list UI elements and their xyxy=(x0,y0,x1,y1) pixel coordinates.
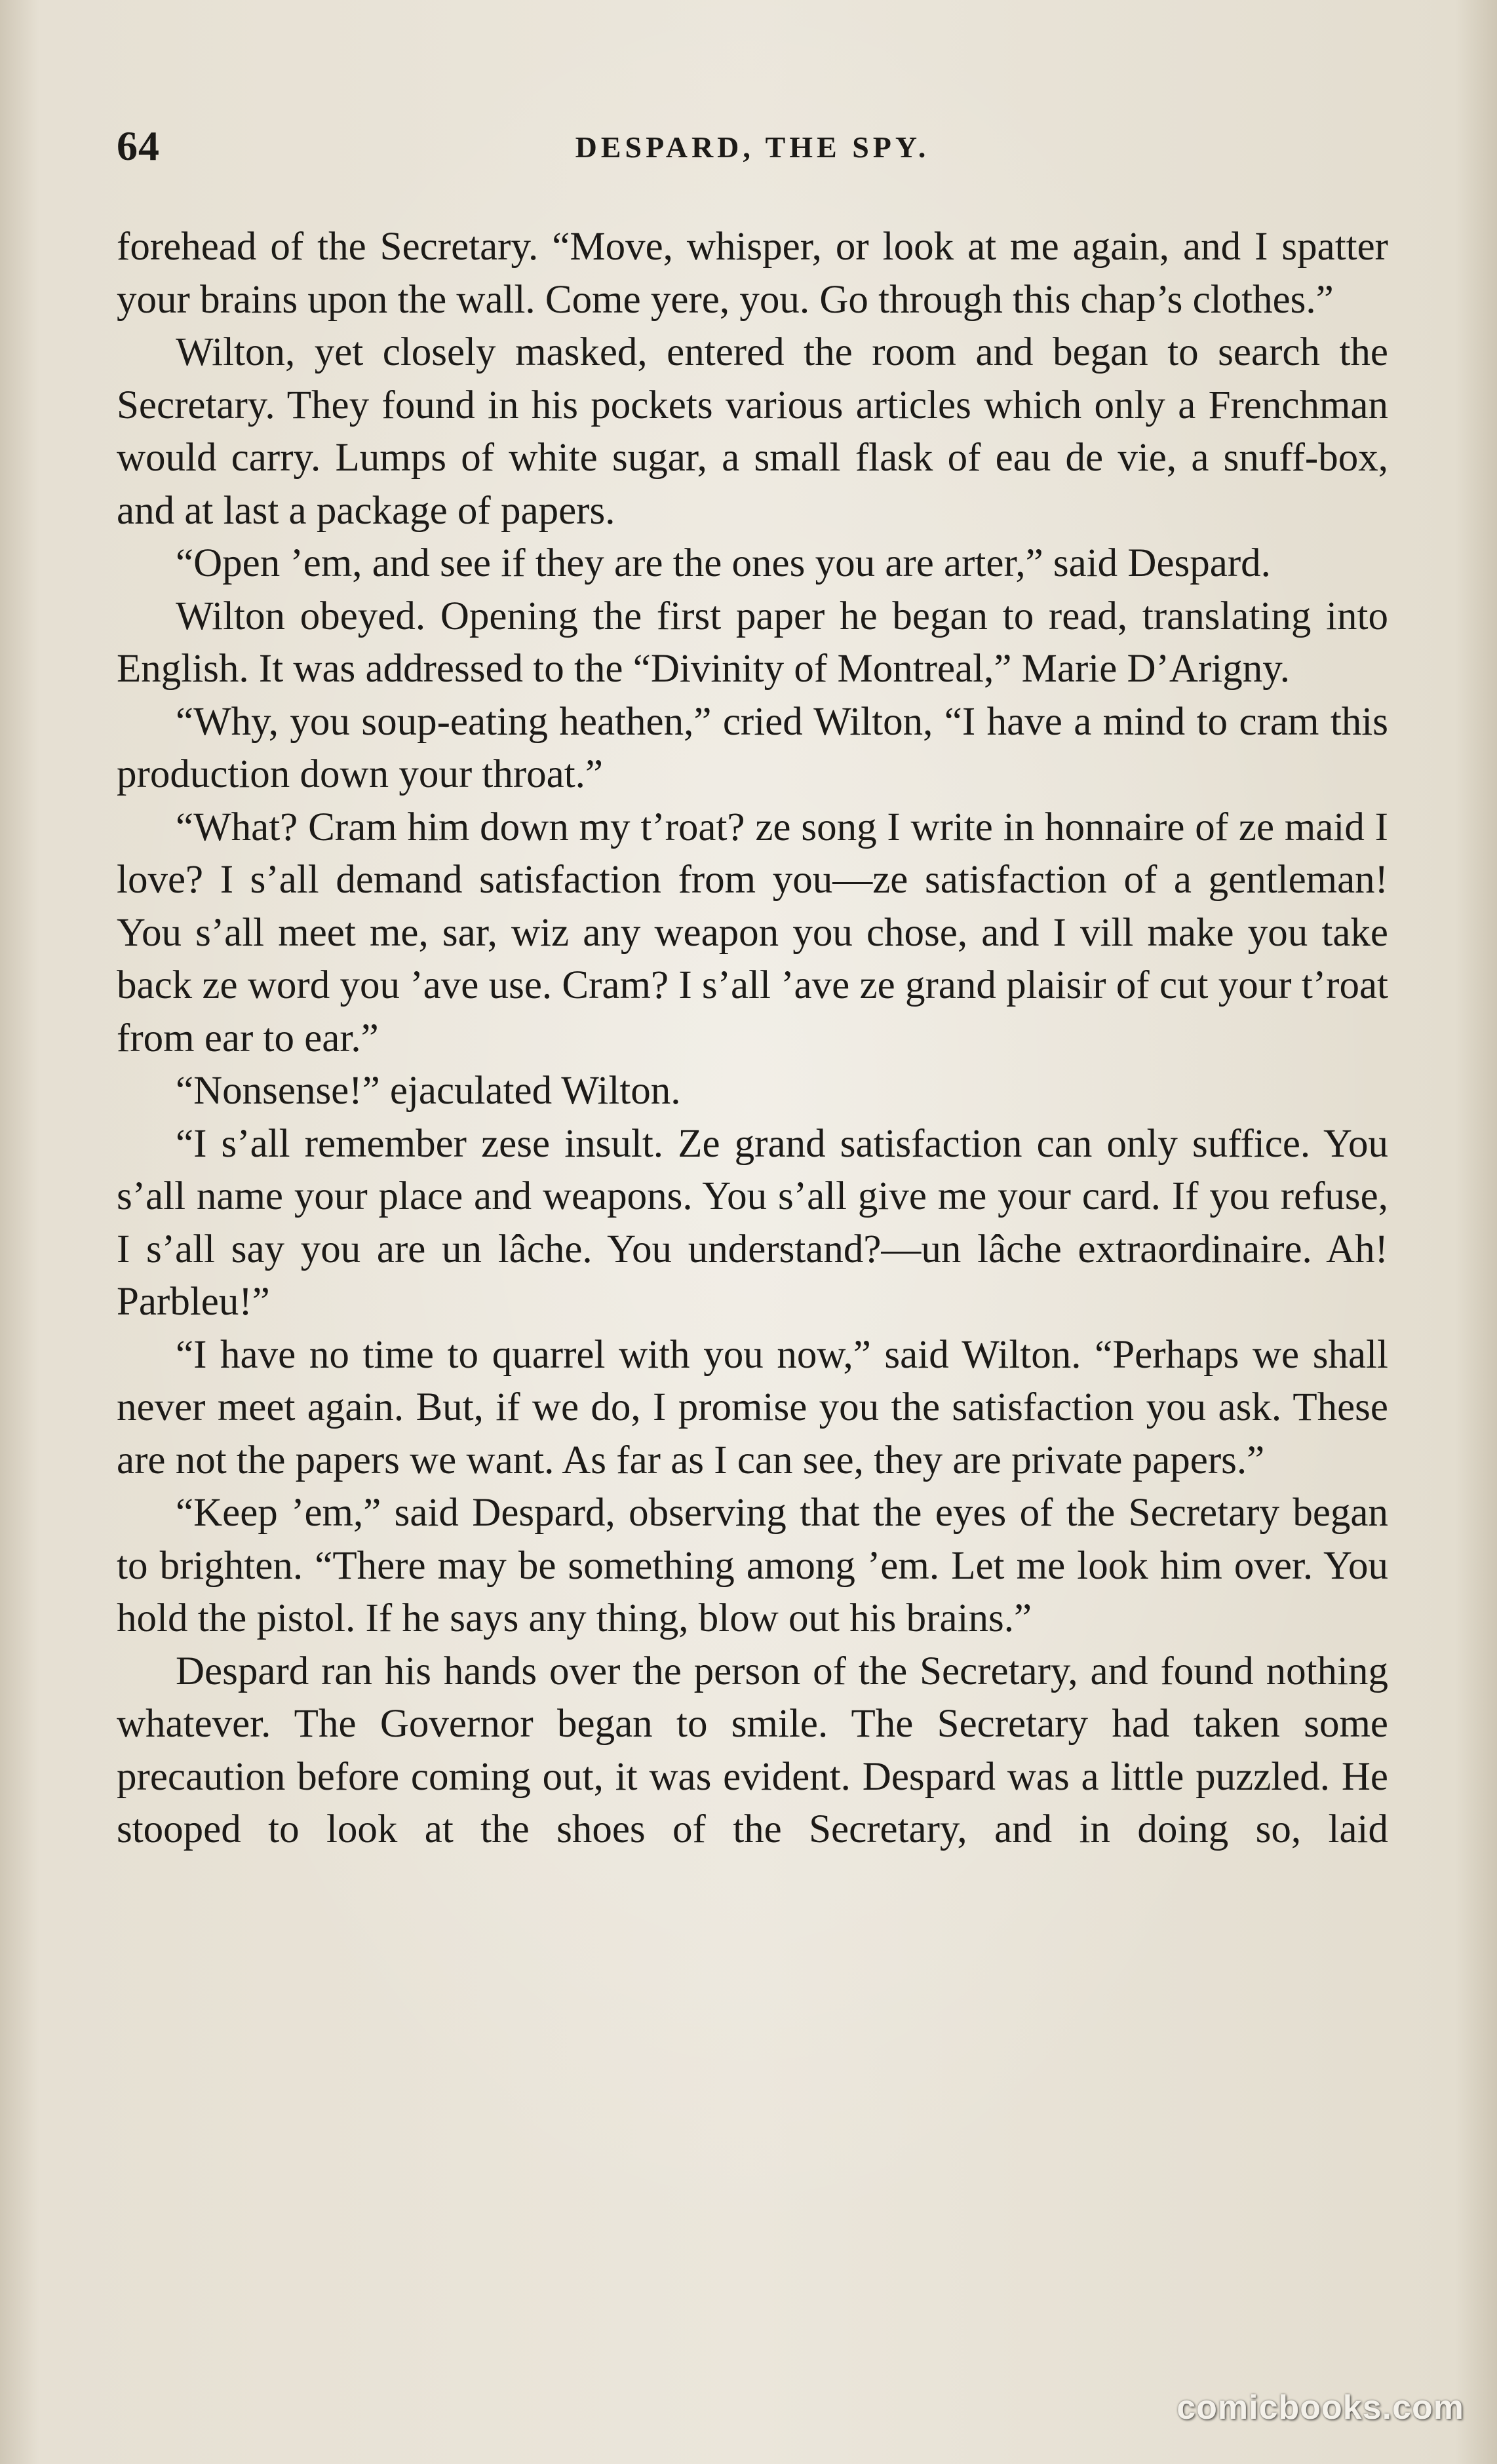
page-number: 64 xyxy=(117,123,160,169)
running-head xyxy=(117,122,1388,174)
paragraph: Wilton, yet closely masked, entered the room and began to search the Secretary. They found in his pockets various articles which only a Frenchman would carry. Lumps of white sugar, a small flask of eau de vie, a snuff-box, and at last a package of papers. xyxy=(117,330,1388,533)
paragraph: “Why, you soup-eating heathen,” cried Wilton, “I have a mind to cram this production down your throat.” xyxy=(117,699,1388,796)
paragraph: “What? Cram him down my t’roat? ze song I write in honnaire of ze maid I love? I s’all demand satisfaction from you—ze satisfaction of a gentleman! You s’all meet me, sar, wiz any weapon you chose, and I vill make you take back ze word you ’ave use. Cram? I s’all ’ave ze grand plaisir of cut your t’roat from ear to ear.” xyxy=(117,805,1388,1060)
paragraph: “Nonsense!” ejaculated Wilton. xyxy=(176,1069,681,1113)
paragraph: “Keep ’em,” said Despard, observing that the eyes of the Secretary began to brighten. “There may be something among ’em. Let me look him over. You hold the pistol. If he says any thing, blow out his brains.” xyxy=(117,1491,1388,1640)
running-title: DESPARD, THE SPY. xyxy=(575,130,930,164)
paragraph: “Open ’em, and see if they are the ones you are arter,” said Despard. xyxy=(176,541,1271,585)
paragraph: “I have no time to quarrel with you now,” said Wilton. “Perhaps we shall never meet again. But, if we do, I promise you the satisfaction you ask. These are not the papers we want. As far as I can see, they are private papers.” xyxy=(117,1332,1388,1482)
watermark-logo: comicbooks.com xyxy=(1176,2389,1464,2427)
body-text xyxy=(117,221,1388,1857)
paragraph: Despard ran his hands over the person of the Secretary, and found nothing whatever. The Governor began to smile. The Secretary had taken some precaution before coming out, it was evident. Despard was a little puzzled. He stooped to look at the shoes of the Secretary, and in doing so, laid xyxy=(117,1649,1388,1851)
paragraph: Wilton obeyed. Opening the first paper he began to read, translating into English. It was addressed to the “Divinity of Montreal,” Marie D’Arigny. xyxy=(117,594,1388,691)
paragraph: forehead of the Secretary. “Move, whisper, or look at me again, and I spatter your brains upon the wall. Come yere, you. Go through this chap’s clothes.” xyxy=(117,225,1388,322)
paragraph: “I s’all remember zese insult. Ze grand satisfaction can only suffice. You s’all name your place and weapons. You s’all give me your card. If you refuse, I s’all say you are un lâche. You understand?—un lâche extraordinaire. Ah! Parbleu!” xyxy=(117,1121,1388,1324)
